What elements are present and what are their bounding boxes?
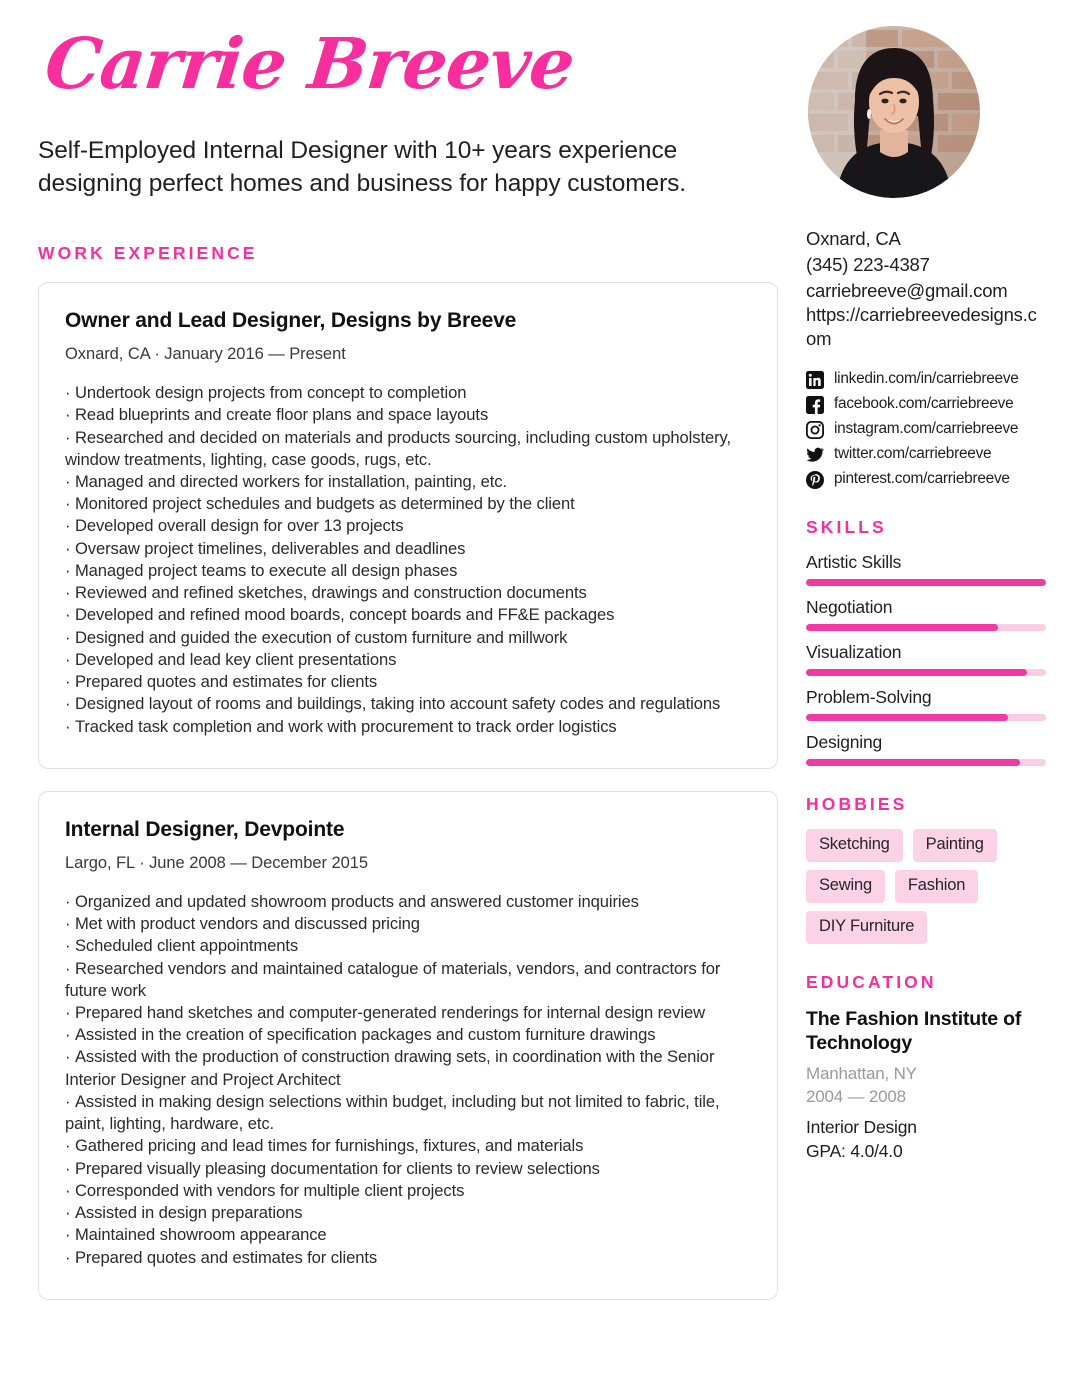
work-experience-list [38, 282, 778, 1300]
education-location: Manhattan, NY [806, 1063, 917, 1083]
hobby-tag: Painting [913, 829, 997, 862]
job-bullet: · Designed and guided the execution of custom furniture and millwork [65, 627, 751, 649]
social-link-linkedin[interactable] [806, 371, 1046, 389]
contact-block [806, 226, 1046, 351]
job-bullet: · Assisted in the creation of specification packages and custom furniture drawings [65, 1024, 751, 1046]
job-bullet: · Assisted with the production of construction drawing sets, in coordination with the Senior Interior Designer and Project Architect [65, 1046, 751, 1090]
skill-item [806, 732, 1046, 766]
job-bullet: · Prepared quotes and estimates for clients [65, 671, 751, 693]
job-bullet: · Managed and directed workers for installation, painting, etc. [65, 471, 751, 493]
sidebar [806, 26, 1046, 1164]
main-column [38, 22, 778, 1322]
job-bullet: · Reviewed and refined sketches, drawings and construction documents [65, 582, 751, 604]
job-bullet: · Undertook design projects from concept to completion [65, 382, 751, 404]
skill-level-fill [806, 579, 1046, 586]
job-bullet: · Developed and refined mood boards, concept boards and FF&E packages [65, 604, 751, 626]
job-bullet: · Assisted in design preparations [65, 1202, 751, 1224]
job-bullet: · Read blueprints and create floor plans and space layouts [65, 404, 751, 426]
social-link-facebook[interactable] [806, 396, 1046, 414]
job-bullet: · Met with product vendors and discussed pricing [65, 913, 751, 935]
social-link-label: linkedin.com/in/carriebreeve [834, 370, 1019, 388]
contact-email[interactable]: carriebreeve@gmail.com [806, 279, 1008, 301]
job-bullet: · Prepared hand sketches and computer-generated renderings for internal design review [65, 1002, 751, 1024]
skill-level-bar [806, 624, 1046, 631]
job-bullet: · Tracked task completion and work with procurement to track order logistics [65, 716, 751, 738]
skill-level-bar [806, 579, 1046, 586]
contact-location: Oxnard, CA [806, 228, 901, 249]
skill-level-fill [806, 669, 1027, 676]
social-link-instagram[interactable] [806, 421, 1046, 439]
social-links-list [806, 371, 1046, 489]
skill-level-fill [806, 624, 998, 631]
social-link-label: instagram.com/carriebreeve [834, 420, 1019, 438]
skill-level-fill [806, 714, 1008, 721]
linkedin-icon [806, 371, 824, 389]
education-gpa: GPA: 4.0/4.0 [806, 1141, 903, 1162]
education-school: The Fashion Institute of Technology [806, 1007, 1022, 1055]
job-bullet: · Gathered pricing and lead times for furnishings, fixtures, and materials [65, 1135, 751, 1157]
hobby-tag: Fashion [895, 870, 978, 903]
job-bullet: · Assisted in making design selections within budget, including but not limited to fabric, tile, paint, lighting, hardware, etc. [65, 1091, 751, 1135]
job-bullet: · Researched and decided on materials and products sourcing, including custom upholstery, window treatments, lighting, case goods, rugs, etc. [65, 427, 751, 471]
facebook-icon [806, 396, 824, 414]
skill-name: Designing [806, 731, 883, 752]
job-meta: Oxnard, CA · January 2016 — Present [65, 345, 346, 364]
skill-level-bar [806, 669, 1046, 676]
skill-item [806, 552, 1046, 586]
job-bullet: · Prepared quotes and estimates for clients [65, 1247, 751, 1269]
pinterest-icon [806, 471, 824, 489]
skill-name: Visualization [806, 641, 902, 662]
job-title: Owner and Lead Designer, Designs by Breeve [65, 309, 517, 333]
contact-phone[interactable]: (345) 223-4387 [806, 254, 930, 276]
hobby-tag: DIY Furniture [806, 911, 927, 944]
candidate-name: Carrie Breeve [41, 22, 578, 105]
job-bullet: · Managed project teams to execute all design phases [65, 560, 751, 582]
social-link-label: pinterest.com/carriebreeve [834, 470, 1010, 488]
social-link-label: facebook.com/carriebreeve [834, 395, 1014, 413]
social-link-twitter[interactable] [806, 446, 1046, 464]
social-link-pinterest[interactable] [806, 471, 1046, 489]
hobby-tag: Sketching [806, 829, 903, 862]
job-bullet: · Developed overall design for over 13 projects [65, 515, 751, 537]
education-degree: Interior Design [806, 1116, 917, 1137]
skill-level-bar [806, 759, 1046, 766]
job-title: Internal Designer, Devpointe [65, 817, 345, 841]
job-bullet: · Oversaw project timelines, deliverables and deadlines [65, 538, 751, 560]
job-card [38, 791, 778, 1300]
job-meta: Largo, FL · June 2008 — December 2015 [65, 853, 368, 872]
job-bullet-list [65, 382, 751, 738]
job-bullet: · Scheduled client appointments [65, 935, 751, 957]
skill-name: Negotiation [806, 596, 893, 617]
education-entry [806, 1007, 1046, 1164]
job-bullet: · Prepared visually pleasing documentation for clients to review selections [65, 1158, 751, 1180]
job-bullet: · Researched vendors and maintained catalogue of materials, vendors, and contractors for future work [65, 958, 751, 1002]
job-bullet: · Designed layout of rooms and buildings, taking into account safety codes and regulations [65, 693, 751, 715]
skill-item [806, 642, 1046, 676]
job-bullet: · Organized and updated showroom products and answered customer inquiries [65, 891, 751, 913]
avatar [808, 26, 980, 198]
skill-item [806, 687, 1046, 721]
job-card [38, 282, 778, 769]
job-bullet: · Developed and lead key client presentations [65, 649, 751, 671]
education-dates: 2004 — 2008 [806, 1087, 906, 1107]
professional-summary: Self-Employed Internal Designer with 10+ years experience designing perfect homes and business for happy customers. [38, 137, 687, 198]
skill-name: Artistic Skills [806, 551, 902, 572]
contact-website[interactable]: https://carriebreevedesigns.com [806, 303, 1037, 349]
skill-level-bar [806, 714, 1046, 721]
instagram-icon [806, 421, 824, 439]
hobby-tag: Sewing [806, 870, 885, 903]
social-link-label: twitter.com/carriebreeve [834, 445, 992, 463]
job-bullet-list [65, 891, 751, 1269]
skill-item [806, 597, 1046, 631]
job-bullet: · Monitored project schedules and budgets as determined by the client [65, 493, 751, 515]
hobbies-list [806, 829, 1042, 944]
job-bullet: · Maintained showroom appearance [65, 1224, 751, 1246]
twitter-icon [806, 446, 824, 464]
section-heading-hobbies: HOBBIES [806, 793, 908, 814]
section-heading-education: EDUCATION [806, 971, 937, 992]
skills-list [806, 552, 1046, 766]
job-bullet: · Corresponded with vendors for multiple client projects [65, 1180, 751, 1202]
section-heading-work-experience: WORK EXPERIENCE [38, 243, 258, 264]
skill-name: Problem-Solving [806, 686, 932, 707]
section-heading-skills: SKILLS [806, 516, 887, 537]
skill-level-fill [806, 759, 1020, 766]
